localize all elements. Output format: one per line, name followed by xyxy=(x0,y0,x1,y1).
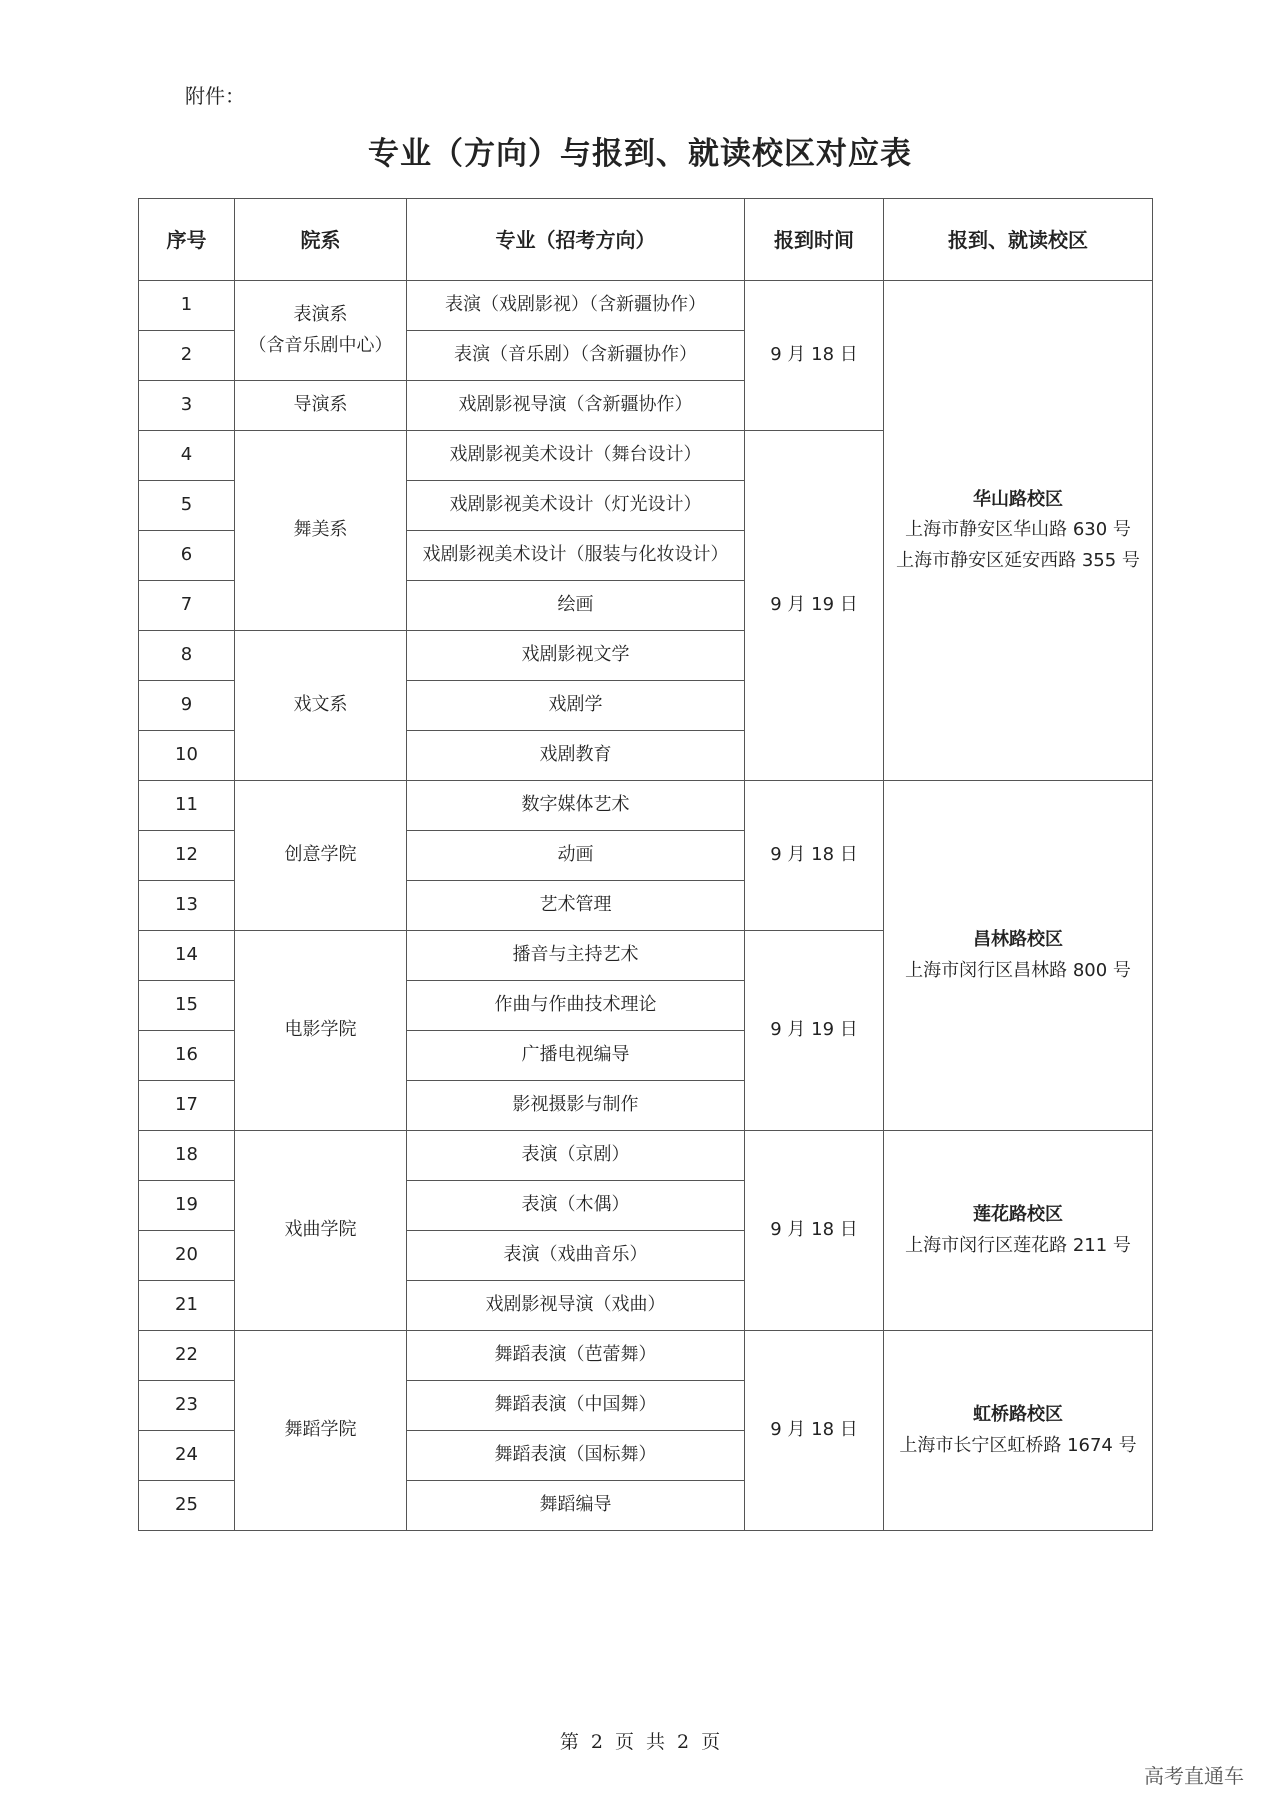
report-date-cell: 9 月 18 日 xyxy=(745,1131,884,1331)
department-name: 导演系 xyxy=(293,394,348,416)
row-number: 9 xyxy=(139,681,235,731)
header-report-date: 报到时间 xyxy=(745,199,884,281)
major-cell: 舞蹈表演（芭蕾舞） xyxy=(407,1331,745,1381)
header-major: 专业（招考方向） xyxy=(407,199,745,281)
campus-address: 上海市静安区华山路 630 号 xyxy=(905,519,1131,541)
major-cell: 艺术管理 xyxy=(407,881,745,931)
department-cell xyxy=(235,281,407,381)
table-header-row xyxy=(139,199,1153,281)
report-date-cell: 9 月 18 日 xyxy=(745,281,884,431)
major-campus-table xyxy=(138,198,1153,1531)
row-number: 7 xyxy=(139,581,235,631)
major-cell: 广播电视编导 xyxy=(407,1031,745,1081)
report-date-cell: 9 月 18 日 xyxy=(745,1331,884,1531)
major-cell: 舞蹈编导 xyxy=(407,1481,745,1531)
major-cell: 绘画 xyxy=(407,581,745,631)
department-cell xyxy=(235,931,407,1131)
report-date-cell: 9 月 19 日 xyxy=(745,931,884,1131)
row-number: 6 xyxy=(139,531,235,581)
major-cell: 舞蹈表演（中国舞） xyxy=(407,1381,745,1431)
row-number: 18 xyxy=(139,1131,235,1181)
campus-cell xyxy=(884,1331,1153,1531)
major-cell: 表演（戏剧影视）（含新疆协作） xyxy=(407,281,745,331)
row-number: 10 xyxy=(139,731,235,781)
major-cell: 播音与主持艺术 xyxy=(407,931,745,981)
major-cell: 表演（木偶） xyxy=(407,1181,745,1231)
row-number: 19 xyxy=(139,1181,235,1231)
row-number: 17 xyxy=(139,1081,235,1131)
table-body xyxy=(139,281,1153,1531)
major-cell: 戏剧教育 xyxy=(407,731,745,781)
row-number: 11 xyxy=(139,781,235,831)
major-cell: 表演（京剧） xyxy=(407,1131,745,1181)
row-number: 4 xyxy=(139,431,235,481)
department-name: 舞美系 xyxy=(293,519,348,541)
department-sub: （含音乐剧中心） xyxy=(248,334,393,356)
major-cell: 戏剧影视导演（含新疆协作） xyxy=(407,381,745,431)
major-cell: 戏剧影视导演（戏曲） xyxy=(407,1281,745,1331)
major-cell: 戏剧影视美术设计（灯光设计） xyxy=(407,481,745,531)
major-cell: 戏剧影视美术设计（服装与化妆设计） xyxy=(407,531,745,581)
major-cell: 作曲与作曲技术理论 xyxy=(407,981,745,1031)
department-cell xyxy=(235,381,407,431)
department-cell xyxy=(235,1131,407,1331)
table-row xyxy=(139,781,1153,831)
row-number: 23 xyxy=(139,1381,235,1431)
department-name: 创意学院 xyxy=(284,844,357,866)
major-cell: 舞蹈表演（国标舞） xyxy=(407,1431,745,1481)
department-cell xyxy=(235,631,407,781)
campus-address: 上海市长宁区虹桥路 1674 号 xyxy=(899,1434,1137,1456)
table-row xyxy=(139,281,1153,331)
campus-name: 莲花路校区 xyxy=(973,1203,1063,1225)
major-cell: 表演（音乐剧）（含新疆协作） xyxy=(407,331,745,381)
department-name: 舞蹈学院 xyxy=(284,1419,357,1441)
row-number: 3 xyxy=(139,381,235,431)
campus-name: 虹桥路校区 xyxy=(973,1403,1063,1425)
watermark: 高考直通车 xyxy=(1144,1764,1244,1788)
row-number: 12 xyxy=(139,831,235,881)
attachment-label: 附件： xyxy=(185,84,245,108)
department-name: 电影学院 xyxy=(284,1019,357,1041)
campus-address: 上海市静安区延安西路 355 号 xyxy=(896,549,1140,571)
campus-name: 昌林路校区 xyxy=(973,928,1063,950)
department-name: 戏文系 xyxy=(293,694,348,716)
row-number: 15 xyxy=(139,981,235,1031)
row-number: 25 xyxy=(139,1481,235,1531)
department-cell xyxy=(235,1331,407,1531)
report-date-cell: 9 月 18 日 xyxy=(745,781,884,931)
major-cell: 戏剧影视美术设计（舞台设计） xyxy=(407,431,745,481)
row-number: 16 xyxy=(139,1031,235,1081)
department-cell xyxy=(235,431,407,631)
row-number: 5 xyxy=(139,481,235,531)
campus-address: 上海市闵行区莲花路 211 号 xyxy=(905,1234,1131,1256)
major-cell: 表演（戏曲音乐） xyxy=(407,1231,745,1281)
table-row xyxy=(139,1331,1153,1381)
header-number: 序号 xyxy=(139,199,235,281)
campus-cell xyxy=(884,1131,1153,1331)
department-name: 表演系 xyxy=(293,303,348,325)
row-number: 2 xyxy=(139,331,235,381)
department-name: 戏曲学院 xyxy=(284,1219,357,1241)
row-number: 14 xyxy=(139,931,235,981)
major-cell: 动画 xyxy=(407,831,745,881)
campus-name: 华山路校区 xyxy=(973,488,1063,510)
header-campus: 报到、就读校区 xyxy=(884,199,1153,281)
page-footer: 第 2 页 共 2 页 xyxy=(559,1731,721,1753)
major-cell: 戏剧学 xyxy=(407,681,745,731)
row-number: 24 xyxy=(139,1431,235,1481)
campus-address: 上海市闵行区昌林路 800 号 xyxy=(905,959,1131,981)
row-number: 21 xyxy=(139,1281,235,1331)
campus-cell xyxy=(884,281,1153,781)
table-row xyxy=(139,1131,1153,1181)
row-number: 22 xyxy=(139,1331,235,1381)
document-title: 专业（方向）与报到、就读校区对应表 xyxy=(368,136,912,172)
row-number: 8 xyxy=(139,631,235,681)
row-number: 1 xyxy=(139,281,235,331)
major-cell: 数字媒体艺术 xyxy=(407,781,745,831)
row-number: 13 xyxy=(139,881,235,931)
department-cell xyxy=(235,781,407,931)
header-department: 院系 xyxy=(235,199,407,281)
campus-cell xyxy=(884,781,1153,1131)
major-cell: 戏剧影视文学 xyxy=(407,631,745,681)
report-date-cell: 9 月 19 日 xyxy=(745,431,884,781)
major-cell: 影视摄影与制作 xyxy=(407,1081,745,1131)
row-number: 20 xyxy=(139,1231,235,1281)
